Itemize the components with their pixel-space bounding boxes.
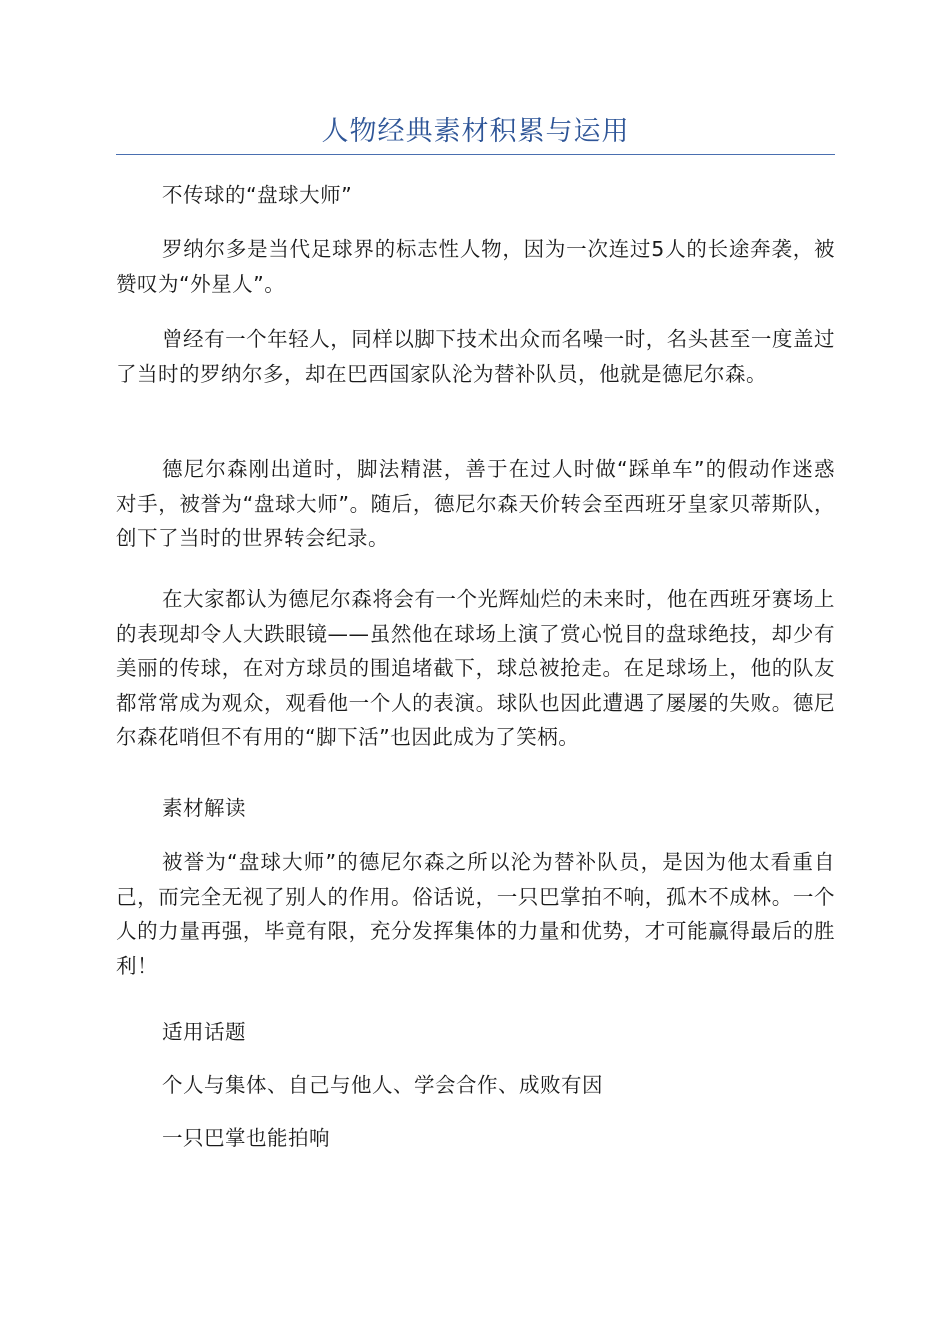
paragraph-4: 在大家都认为德尼尔森将会有一个光辉灿烂的未来时，他在西班牙赛场上的表现却令人大跌眼镜——虽然他在球场上演了赏心悦目的盘球绝技，却少有美丽的传球，在对方球员的围追堵截下，球总被抢走。在足球场上，他的队友都常常成为观众，观看他一个人的表演。球队也因此遭遇了屡屡的失败。德尼尔森花哨但不有用的“脚下活”也因此成为了笑柄。 [116,587,835,749]
paragraph-6: 个人与集体、自己与他人、学会合作、成败有因 [162,1073,603,1097]
paragraph-1: 罗纳尔多是当代足球界的标志性人物，因为一次连过5人的长途奔袭，被赞叹为“外星人”。 [116,237,835,296]
paragraph-3: 德尼尔森刚出道时，脚法精湛，善于在过人时做“踩单车”的假动作迷惑对手，被誉为“盘球大师”。随后，德尼尔森天价转会至西班牙皇家贝蒂斯队，创下了当时的世界转会纪录。 [116,457,835,550]
title-underline [116,154,835,155]
paragraph-subheading-1: 不传球的“盘球大师” [162,183,353,207]
paragraph-2: 曾经有一个年轻人，同样以脚下技术出众而名噪一时，名头甚至一度盖过了当时的罗纳尔多，却在巴西国家队沦为替补队员，他就是德尼尔森。 [116,327,835,386]
paragraph-subheading-4: 一只巴掌也能拍响 [162,1126,330,1150]
document-title: 人物经典素材积累与运用 [321,116,630,147]
paragraph-subheading-3: 适用话题 [162,1020,246,1044]
paragraph-subheading-2: 素材解读 [162,796,246,820]
paragraph-5: 被誉为“盘球大师”的德尼尔森之所以沦为替补队员，是因为他太看重自己，而完全无视了别人的作用。俗话说，一只巴掌拍不响，孤木不成林。一个人的力量再强，毕竟有限，充分发挥集体的力量和优势，才可能赢得最后的胜利！ [116,850,835,978]
